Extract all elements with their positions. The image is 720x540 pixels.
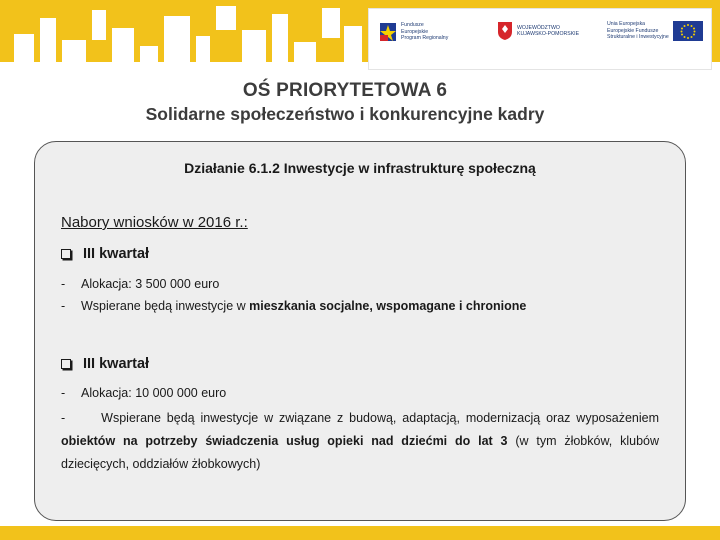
quarter-label-2: III kwartał — [83, 356, 150, 372]
dash-bullet: - — [61, 411, 66, 425]
action-title: Działanie 6.1.2 Inwestycje w infrastrukturę społeczną — [184, 160, 536, 176]
priority-axis-title: OŚ PRIORYTETOWA 6 — [242, 80, 448, 101]
logo-strip — [368, 8, 712, 70]
ue-line-1: Unia Europejska — [607, 21, 646, 28]
dash-bullet: - — [61, 299, 66, 313]
ue-line-2: Europejskie Fundusze — [607, 27, 659, 34]
fundusze-line-2: Europejskie — [401, 28, 429, 35]
allocation-text-1: Alokacja: 3 500 000 euro — [81, 277, 220, 291]
support-text-1: Wspierane będą inwestycje w — [81, 299, 250, 313]
checkbox-bullet-icon — [61, 359, 71, 369]
fundusze-europejskie-logo — [379, 21, 448, 43]
allocation-line-2 — [61, 386, 226, 400]
dash-bullet: - — [61, 386, 66, 400]
quarter-heading-1 — [61, 246, 149, 262]
wojewodztwo-line-1: WOJEWÓDZTWO — [517, 24, 560, 31]
fundusze-line-3: Program Regionalny — [401, 35, 449, 42]
fundusze-star-icon — [379, 21, 397, 43]
wojewodztwo-line-2: KUJAWSKO-POMORSKIE — [517, 31, 580, 37]
fundusze-line-1: Fundusze — [401, 22, 424, 29]
wojewodztwo-logo — [497, 21, 579, 41]
eu-flag-icon — [673, 21, 703, 41]
dash-bullet: - — [61, 277, 66, 291]
support-tail-2: (w tym żłobków, klubów dziecięcych, oddziałów żłobkowych) — [61, 434, 660, 471]
allocation-text-2: Alokacja: 10 000 000 euro — [81, 386, 227, 400]
unia-europejska-logo — [607, 21, 703, 41]
support-line-1 — [61, 299, 526, 313]
coat-of-arms-icon — [497, 21, 513, 41]
support-text-2: Wspierane będą inwestycje w związane z budową, adaptacją, modernizacją oraz wyposażeniem — [101, 411, 659, 425]
checkbox-bullet-icon — [61, 249, 71, 259]
ue-line-3: Strukturalne i Inwestycyjne — [607, 34, 669, 41]
priority-axis-subtitle: Solidarne społeczeństwo i konkurencyjne kadry — [145, 104, 545, 124]
quarter-label-1: III kwartał — [83, 246, 150, 262]
support-bold-1: mieszkania socjalne, wspomagane i chronione — [249, 299, 527, 313]
support-paragraph-2 — [61, 407, 659, 476]
intake-heading: Nabory wniosków w 2016 r.: — [61, 214, 248, 231]
support-bold-2: obiektów na potrzeby świadczenia usług opieki nad dziećmi do lat 3 — [61, 434, 508, 448]
footer-band — [0, 526, 720, 540]
quarter-heading-2 — [61, 356, 149, 372]
allocation-line-1 — [61, 277, 219, 291]
